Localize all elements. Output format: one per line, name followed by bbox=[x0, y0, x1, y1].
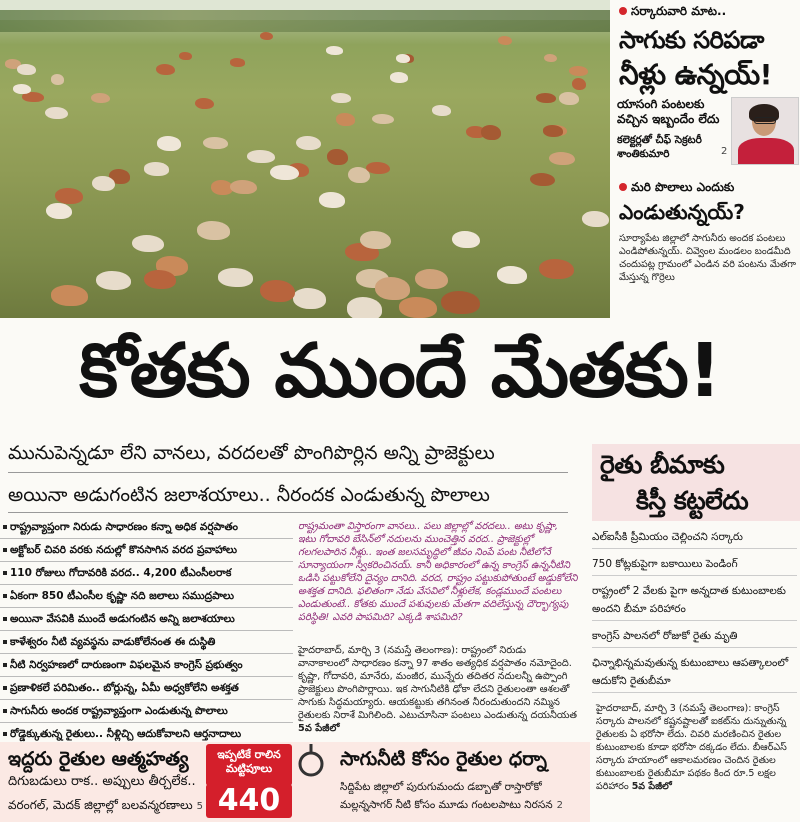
goat-figure bbox=[144, 270, 177, 289]
dharna-story-headline[interactable]: సాగునీటి కోసం రైతుల ధర్నా bbox=[340, 748, 547, 770]
goat-figure bbox=[372, 114, 394, 124]
goat-figure bbox=[559, 92, 579, 105]
suicide-story-line-text: వరంగల్, మెదక్ జిల్లాల్లో బలవన్మరణాలు bbox=[8, 798, 193, 812]
goat-figure bbox=[536, 93, 557, 103]
bullet-item: సాగునీరు అందక రాష్ట్రవ్యాప్తంగా ఎండుతున్న పొలాలు bbox=[0, 700, 293, 723]
bullet-item: నీటి నిర్వహణలో దారుణంగా విఫలమైన కాంగ్రెస్ ప్రభుత్వం bbox=[0, 654, 293, 677]
insurance-headline-line1: రైతు బీమాకు bbox=[600, 450, 725, 479]
goat-figure bbox=[179, 52, 191, 60]
subhead-2: అయినా అడుగంటిన జలాశయాలు.. నీరందక ఎండుతున్న పొలాలు bbox=[8, 484, 490, 506]
secretary-box bbox=[615, 95, 800, 175]
insurance-news bbox=[596, 702, 796, 793]
bullet-item: రాష్ట్రవ్యాప్తంగా నిరుడు సాధారణం కన్నా అధిక వర్షపాతం bbox=[0, 516, 293, 539]
insurance-point: ఎల్‌ఐసీకి ప్రీమియం చెల్లించని సర్కారు bbox=[592, 528, 797, 549]
question-tag bbox=[619, 180, 734, 197]
goat-figure bbox=[96, 271, 131, 290]
bullet-item: అయినా వేసవికి ముందే అడుగంటిన అన్ని జలాశయాలు bbox=[0, 608, 293, 631]
goat-figure bbox=[144, 162, 169, 175]
goat-figure bbox=[51, 74, 64, 85]
goat-figure bbox=[46, 203, 72, 219]
goat-figure bbox=[530, 173, 555, 187]
goat-figure bbox=[218, 268, 254, 286]
goat-figure bbox=[260, 32, 273, 40]
goat-figure bbox=[91, 93, 110, 103]
question-tag-label: మరి పొలాలు ఎందుకు bbox=[631, 180, 735, 194]
dharna-story-page: 2 bbox=[556, 800, 563, 811]
photo-treeline bbox=[0, 10, 610, 32]
insurance-continued-link[interactable]: 5వ పేజీలో bbox=[631, 781, 672, 792]
dharna-story-body-text: సిద్దిపేట జిల్లాలో పురుగుమందు డబ్బాతో రాస్తారోకో మల్లన్నసాగర్ నీటి కోసం మూడు గంటలపాటు నిరసన bbox=[340, 781, 553, 811]
goat-figure bbox=[270, 165, 298, 181]
goat-figure bbox=[51, 285, 89, 306]
goat-figure bbox=[260, 280, 294, 302]
secretary-caption-page: 2 bbox=[721, 146, 728, 157]
question-headline: ఎండుతున్నయ్? bbox=[619, 200, 745, 224]
goat-figure bbox=[390, 72, 409, 83]
goat-figure bbox=[132, 235, 164, 252]
goat-figure bbox=[544, 54, 557, 63]
news-continued-link[interactable]: 5వ పేజీలో bbox=[298, 723, 340, 734]
insurance-point: కాంగ్రెస్ పాలనలో రోజుకో రైతు మృతి bbox=[592, 627, 797, 648]
goat-figure bbox=[326, 46, 343, 55]
goat-figure bbox=[415, 269, 448, 289]
section-tag bbox=[615, 4, 800, 22]
goat-figure bbox=[569, 66, 588, 76]
noose-icon bbox=[294, 744, 328, 784]
bullet-list bbox=[0, 516, 293, 746]
news-body bbox=[298, 644, 578, 735]
goat-figure bbox=[481, 125, 501, 140]
suicide-story-subhead: దిగుబడులు రాక.. అప్పులు తీర్చలేక.. bbox=[8, 774, 196, 789]
divider bbox=[8, 472, 568, 473]
goat-figure bbox=[399, 297, 436, 317]
goat-figure bbox=[498, 36, 512, 46]
goat-figure bbox=[13, 84, 31, 94]
goat-figure bbox=[157, 136, 181, 150]
goat-figure bbox=[55, 188, 83, 204]
insurance-news-text: హైదరాబాద్, మార్చి 3 (నమస్తే తెలంగాణ): కాంగ్రెస్ సర్కారు పాలనలో కష్టనష్టాలతో ఐకట్‌ను దున్నుతున్న రైతులకు ఏ భరోసా లేదు. చివరి మరణించిన రైతుల కుటుంబాలకు కూడా భరోసా దక్కడం లేదు. బీఆర్‌ఎస్ సర్కారు హయాంలో ఆకాలమరణం చెందిన రైతుల కుటుంబాలకు రైతుబీమా పథకం కింద రూ.5 లక్షల పరిహారం bbox=[596, 703, 787, 792]
bullet-item: ప్రణాళికలే పరిమితం.. బోర్లున్న, ఏమీ అధ్వకోలేని అశక్తత bbox=[0, 677, 293, 700]
lead-quote: రాష్ట్రమంతా విస్తారంగా వానలు.. పలు జిల్లాల్లో వరదలు.. అటు కృష్ణా, ఇటు గోదావరి బేసిన్‌లో నదులను ముంచెత్తిన వరద.. ప్రాజెక్టుల్లో గలగలపారిన నీళ్లు.. ఇంత జలసమృద్ధిలో జీవం నింపే పంట నీటిలోనే సూన్యాయంగా స్వీకరించినయ్. కానీ అధికారంలో ఉన్న కాంగ్రెస్ ఉన్ననీటిని ఒడిసి పట్టుకోలేని దైన్యం దానిది. వరద, రాష్ట్రం పట్టుకుపోతుంటే అడ్డుకోలేని అశక్తత దానిది. ఫలితంగా నేడు వేసవిలో నీళ్లులేక, కండ్లముందే పంటలు ఎండుతుంటే.. కోతకు ముందే పశువులకు మేతగా వదిలేస్తున్న దౌర్భాగ్యపు పరిస్థితి! ఎవరి పాపమిది? ఎక్కడి శాపమిది? bbox=[298, 521, 578, 623]
bullet-item: ఏకంగా 850 టీఎంసీల కృష్ణా నది జలాలు సముద్రపాలు bbox=[0, 585, 293, 608]
bullet-dot-icon bbox=[619, 7, 627, 15]
secretary-box-text: యాసంగి పంటలకు వచ్చిన ఇబ్బందేం లేదు bbox=[617, 97, 720, 126]
goat-figure bbox=[230, 180, 257, 194]
secretary-caption: కలెక్టర్లతో చీఫ్ సెక్రటరీ శాంతికుమారి bbox=[617, 134, 702, 160]
goat-figure bbox=[197, 221, 230, 239]
goat-figure bbox=[572, 78, 586, 90]
goat-figure bbox=[331, 93, 351, 103]
goat-figure bbox=[45, 107, 67, 120]
goat-figure bbox=[375, 277, 410, 300]
goat-figure bbox=[549, 152, 575, 166]
goat-figure bbox=[293, 288, 327, 309]
bullet-item: కాళేశ్వరం నీటి వ్యవస్థను వాడుకోలేనంత ఈ దుస్థితి bbox=[0, 631, 293, 654]
bullet-item: రోడ్డెక్కుతున్న రైతులు.. నీళ్లిచ్చి ఆదుకోవాలని ఆర్తనాదాలు bbox=[0, 723, 293, 746]
section-tag-label: సర్కారువారి మాట.. bbox=[631, 4, 727, 18]
badge-label: ఇప్పటికే రాలిన మట్టిపూలు bbox=[206, 744, 292, 786]
side-headline-line1: సాగుకు సరిపడా bbox=[619, 26, 764, 54]
photo-caption-body: సూర్యాపేట జిల్లాలో సాగునీరు అందక పంటలు ఎండిపోతున్నయ్. చివ్వెంల మండలం బండమీది చందుపట్ల గ్రామంలో ఎండిన వరి పంటను మేతగా మేస్తున్న గొర్రెలు bbox=[619, 233, 797, 283]
badge-number: 440 bbox=[206, 784, 292, 818]
goat-figure bbox=[441, 291, 480, 314]
goat-figure bbox=[543, 125, 563, 136]
bullet-item: 110 రోజులు గోదావరికి వరద.. 4,200 టీఎంసీలరాక bbox=[0, 562, 293, 585]
goat-figure bbox=[396, 54, 410, 63]
insurance-headline-line2: కిస్తీ కట్టలేదు bbox=[636, 486, 749, 515]
goat-figure bbox=[319, 192, 346, 208]
insurance-point: 750 కోట్లకుపైగా బకాయిలు పెండింగ్ bbox=[592, 555, 797, 576]
news-text: హైదరాబాద్, మార్చి 3 (నమస్తే తెలంగాణ): రాష్ట్రంలో నిరుడు వానాకాలంలో సాధారణం కన్నా 97 శాతం అత్యధిక వర్షపాతం నమోదైంది. కృష్ణా, గోదావరి, మానేరు, మంజీర, మున్నేరు తదితర నదులన్నీ ఉప్పొంగి ప్రాజెక్టులు పొంగిపొర్లాయి. ఇక సాగునీటికి ఢోకా లేదని రైతులంతా ఆశలతో సాగుకు సిద్ధమయ్యారు. ఆయకట్టుకు తగినంత నీరందుతుందని నమ్మిన రైతులకు నిరాశే మిగిలింది. ఎటుచూసినా పంటలు ఎండుతున్న దయనీయత bbox=[298, 645, 578, 721]
insurance-point: రాష్ట్రంలో 2 వేలకు పైగా అన్నదాత కుటుంబాలకు అందని బీమా పరిహారం bbox=[592, 582, 797, 621]
subhead-1: మునుపెన్నడూ లేని వానలు, వరదలతో పొంగిపొర్లిన అన్ని ప్రాజెక్టులు bbox=[8, 442, 495, 464]
footer-strip bbox=[0, 742, 590, 822]
suicide-story-line bbox=[8, 798, 203, 815]
goat-figure bbox=[230, 58, 245, 66]
goat-figure bbox=[582, 211, 609, 227]
bullet-item: అక్టోబర్ చివరి వరకు నదుల్లో కొనసాగిన వరద ప్రవాహాలు bbox=[0, 539, 293, 562]
goat-figure bbox=[195, 98, 214, 109]
portrait-glasses bbox=[754, 117, 776, 124]
goat-figure bbox=[156, 64, 175, 75]
side-column-top bbox=[615, 0, 800, 318]
goat-figure bbox=[336, 113, 355, 125]
dharna-story-body bbox=[340, 778, 585, 815]
goat-figure bbox=[432, 105, 451, 116]
goat-figure bbox=[17, 64, 35, 75]
insurance-points bbox=[592, 528, 797, 699]
insurance-headline-box bbox=[592, 444, 800, 521]
bullet-dot-icon bbox=[619, 183, 627, 191]
goats-grazing-field-photo bbox=[0, 0, 610, 318]
insurance-point: ఛిన్నాభిన్నమవుతున్న కుటుంబాలు ఆపత్కాలంలో ఆదుకోని రైతుబీమా bbox=[592, 654, 797, 693]
suicide-story-page: 5 bbox=[196, 801, 204, 812]
death-count-badge bbox=[206, 744, 330, 818]
goat-figure bbox=[203, 137, 228, 149]
main-headline: కోతకు ముందే మేతకు! bbox=[79, 328, 721, 414]
goat-figure bbox=[296, 136, 321, 150]
goat-figure bbox=[347, 297, 383, 318]
goat-figure bbox=[92, 176, 114, 191]
goat-figure bbox=[247, 150, 274, 163]
side-headline-line2: నీళ్లు ఉన్నయ్! bbox=[619, 58, 772, 91]
goat-figure bbox=[360, 231, 391, 249]
goat-figure bbox=[539, 259, 574, 279]
goat-figure bbox=[497, 266, 528, 284]
goat-figure bbox=[327, 149, 347, 165]
portrait-saree bbox=[738, 138, 794, 165]
goat-figure bbox=[452, 231, 480, 248]
goat-figure bbox=[366, 162, 390, 175]
divider bbox=[8, 512, 568, 513]
suicide-story-headline[interactable]: ఇద్దరు రైతుల ఆత్మహత్య bbox=[8, 748, 189, 770]
secretary-portrait-image bbox=[731, 97, 799, 165]
